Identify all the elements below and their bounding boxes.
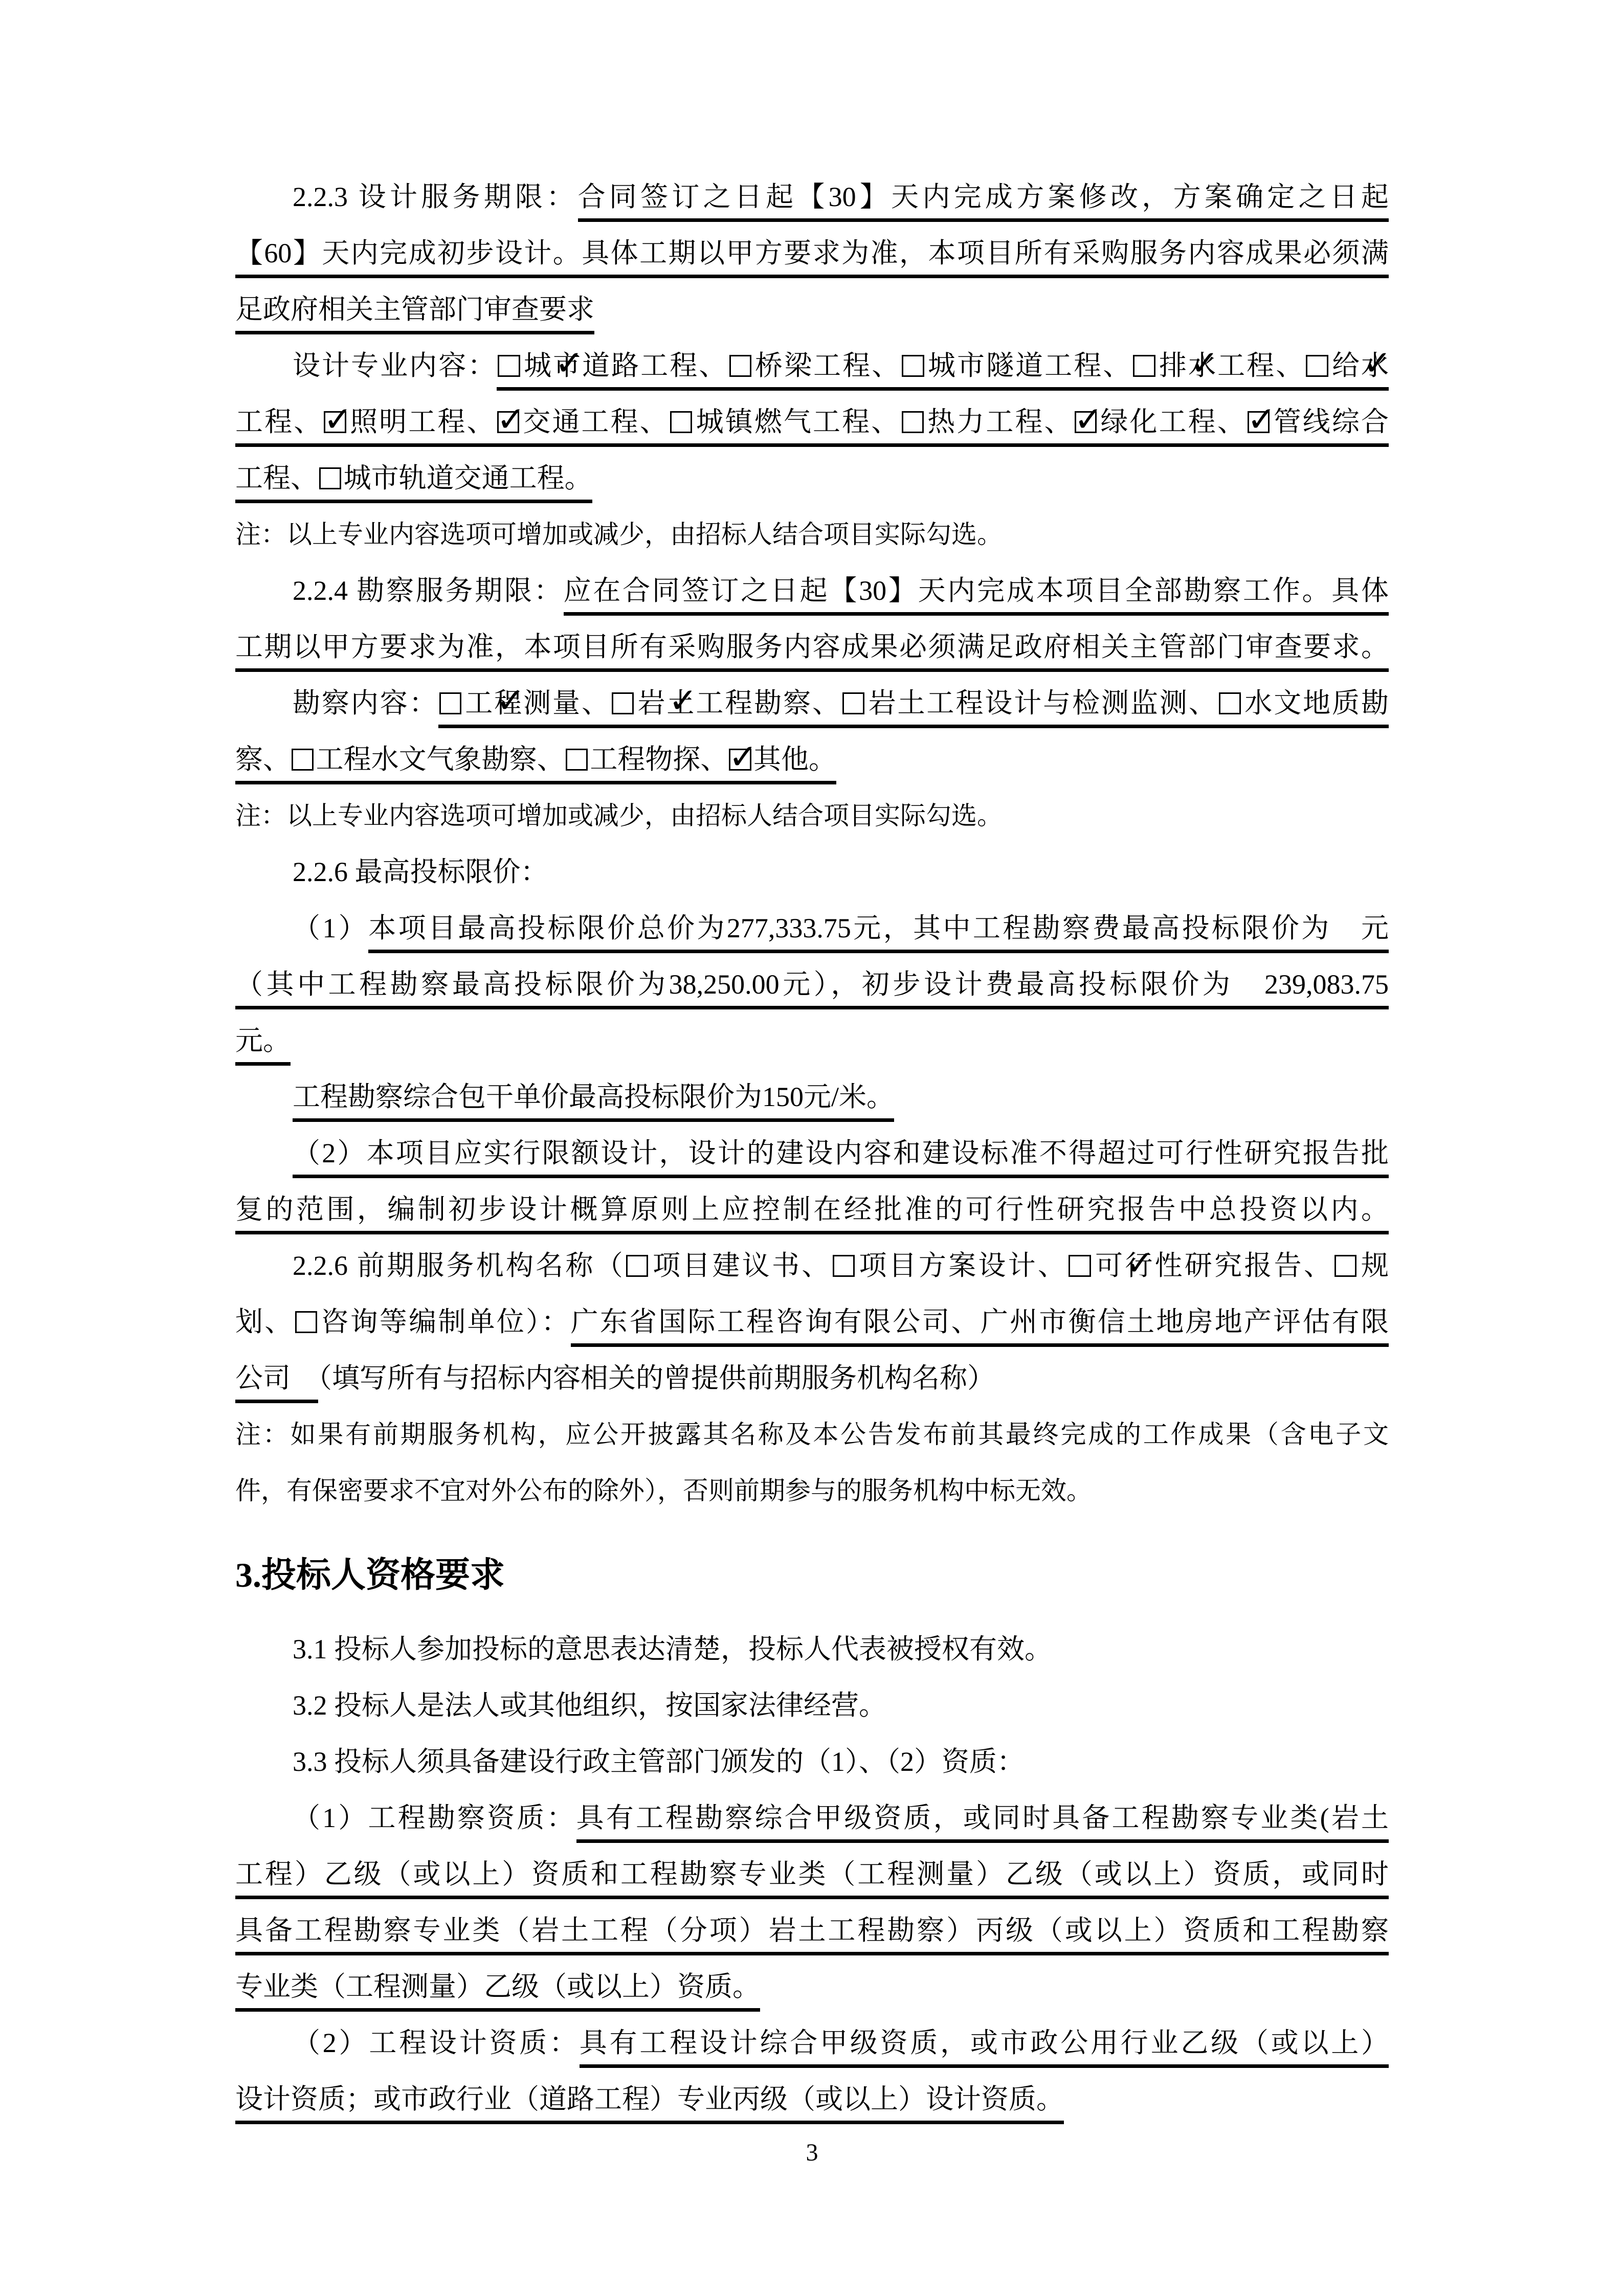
text-line	[235, 1902, 1389, 1959]
checkbox-checked-icon	[1133, 355, 1155, 377]
underlined-text-run: （2）本项目应实行限额设计，设计的建设内容和建设标准不得超过可行性研究报告批	[293, 1138, 1389, 1178]
text-line	[235, 1350, 1389, 1406]
body-text-block-lower	[235, 1621, 1389, 2127]
note-line	[235, 787, 1389, 844]
text-line	[235, 1846, 1389, 1902]
text-run: （2）工程设计资质：	[293, 2028, 580, 2058]
underlined-text-run: 专业类（工程测量）乙级（或以上）资质。	[235, 1971, 760, 2012]
underlined-text-run: ✓ 城市道路工程、 桥梁工程、 城市隧道工程、 ✓ 排水工程、 ✓ 给水	[497, 350, 1389, 391]
text-line	[235, 169, 1389, 225]
text-line	[235, 394, 1389, 450]
note-line	[235, 1462, 1389, 1519]
checkbox-checked-icon	[1248, 411, 1270, 433]
text-run: 2.2.6 最高投标限价：	[293, 857, 548, 887]
text-line	[235, 1621, 1389, 1677]
text-line	[235, 1790, 1389, 1846]
underlined-text-run: 具备工程勘察专业类（岩土工程（分项）岩土工程勘察）丙级（或以上）资质和工程勘察	[235, 1915, 1389, 1955]
text-run: 2.2.3 设计服务期限：	[293, 182, 578, 212]
text-run: 划、 咨询等编制单位）：	[235, 1307, 571, 1337]
checkbox-checked-icon	[497, 411, 519, 433]
underlined-text-run: 足政府相关主管部门审查要求	[235, 294, 594, 334]
text-line	[235, 844, 1389, 900]
checkbox-unchecked-icon	[902, 355, 924, 377]
body-text-block-upper	[235, 169, 1389, 1519]
checkbox-checked-icon	[1306, 355, 1328, 377]
checkbox-unchecked-icon	[1334, 1255, 1356, 1277]
checkbox-checked-icon	[612, 692, 634, 714]
underlined-text-run: 广东省国际工程咨询有限公司、广州市衡信土地房地产评估有限	[571, 1307, 1389, 1347]
text-run: （填写所有与招标内容相关的曾提供前期服务机构名称）	[318, 1363, 995, 1393]
underlined-text-run: 【60】天内完成初步设计。具体工期以甲方要求为准，本项目所有采购服务内容成果必须满	[235, 238, 1389, 278]
underlined-text-run: 工程勘察综合包干单价最高投标限价为150元/米。	[293, 1082, 894, 1122]
checkbox-checked-icon	[439, 692, 461, 714]
text-run: （1）工程勘察资质：	[293, 1803, 576, 1833]
text-line	[235, 1125, 1389, 1181]
text-line	[235, 450, 1389, 506]
text-run: 注：以上专业内容选项可增加或减少，由招标人结合项目实际勾选。	[235, 801, 1003, 830]
checkbox-unchecked-icon	[292, 749, 314, 771]
note-line	[235, 506, 1389, 562]
underlined-text-run: 具有工程设计综合甲级资质，或市政公用行业乙级（或以上）	[580, 2028, 1389, 2068]
underlined-text-run: 本项目最高投标限价总价为277,333.75元，其中工程勘察费最高投标限价为 元	[368, 913, 1389, 953]
checkbox-checked-icon	[729, 749, 751, 771]
text-run: 勘察内容：	[293, 688, 438, 718]
checkbox-unchecked-icon	[902, 411, 924, 433]
text-line	[235, 900, 1389, 956]
checkbox-checked-icon	[1075, 411, 1097, 433]
underlined-text-run: 具有工程勘察综合甲级资质，或同时具备工程勘察专业类(岩土	[576, 1803, 1389, 1843]
checkbox-unchecked-icon	[626, 1255, 648, 1277]
checkbox-checked-icon	[324, 411, 346, 433]
section-heading: 3.投标人资格要求	[235, 1556, 505, 1594]
note-line	[235, 1406, 1389, 1462]
underlined-text-run: 工程）乙级（或以上）资质和工程勘察专业类（工程测量）乙级（或以上）资质，或同时	[235, 1859, 1389, 1899]
text-line	[235, 2015, 1389, 2071]
checkbox-checked-icon	[498, 355, 520, 377]
underlined-text-run: 察、 工程水文气象勘察、 工程物探、 ✓ 其他。	[235, 744, 836, 784]
text-run: 注：以上专业内容选项可增加或减少，由招标人结合项目实际勾选。	[235, 520, 1003, 549]
text-run: 设计专业内容：	[293, 350, 497, 381]
text-line	[235, 1069, 1389, 1125]
underlined-text-run: 公司	[235, 1363, 318, 1403]
checkbox-unchecked-icon	[1219, 692, 1241, 714]
checkbox-unchecked-icon	[319, 467, 341, 489]
underlined-text-run: （其中工程勘察最高投标限价为38,250.00元），初步设计费最高投标限价为 239,083.75	[235, 969, 1389, 1009]
text-line	[235, 1237, 1389, 1294]
text-line	[235, 675, 1389, 731]
text-line	[235, 619, 1389, 675]
checkbox-unchecked-icon	[842, 692, 864, 714]
checkbox-unchecked-icon	[729, 355, 751, 377]
checkbox-unchecked-icon	[833, 1255, 855, 1277]
checkbox-unchecked-icon	[566, 749, 588, 771]
text-run: 2.2.4 勘察服务期限：	[293, 575, 564, 606]
underlined-text-run: 元。	[235, 1025, 291, 1066]
text-line	[235, 281, 1389, 337]
text-line	[235, 1959, 1389, 2015]
text-line	[235, 337, 1389, 394]
text-line	[235, 1181, 1389, 1237]
text-line	[235, 225, 1389, 281]
text-line	[235, 1012, 1389, 1069]
underlined-text-run: 工程、 ✓ 照明工程、 ✓ 交通工程、 城镇燃气工程、 热力工程、 ✓ 绿化工程、 ✓ 管线综合	[235, 407, 1389, 447]
text-line	[235, 562, 1389, 619]
text-run: 3.1 投标人参加投标的意思表达清楚，投标人代表被授权有效。	[293, 1634, 1052, 1664]
checkbox-checked-icon	[1069, 1255, 1091, 1277]
underlined-text-run: ✓ 工程测量、 ✓ 岩土工程勘察、 岩土工程设计与检测监测、 水文地质勘	[438, 688, 1389, 728]
checkbox-unchecked-icon	[670, 411, 692, 433]
text-line	[235, 731, 1389, 787]
text-run: （1）	[293, 913, 369, 943]
text-line	[235, 1294, 1389, 1350]
underlined-text-run: 复的范围，编制初步设计概算原则上应控制在经批准的可行性研究报告中总投资以内。	[235, 1194, 1389, 1234]
text-run: 3.2 投标人是法人或其他组织，按国家法律经营。	[293, 1690, 886, 1721]
text-line	[235, 2071, 1389, 2127]
underlined-text-run: 工期以甲方要求为准，本项目所有采购服务内容成果必须满足政府相关主管部门审查要求。	[235, 632, 1389, 672]
text-run: 2.2.6 前期服务机构名称（ 项目建议书、 项目方案设计、 ✓ 可行性研究报告、 规	[293, 1250, 1389, 1281]
underlined-text-run: 工程、 城市轨道交通工程。	[235, 463, 592, 503]
underlined-text-run: 设计资质；或市政行业（道路工程）专业丙级（或以上）设计资质。	[235, 2084, 1064, 2124]
underlined-text-run: 合同签订之日起【30】天内完成方案修改，方案确定之日起	[578, 182, 1389, 222]
text-run: 件，有保密要求不宜对外公布的除外），否则前期参与的服务机构中标无效。	[235, 1476, 1092, 1505]
text-run: 3.3 投标人须具备建设行政主管部门颁发的（1）、（2）资质：	[293, 1746, 1025, 1777]
text-run: 注：如果有前期服务机构，应公开披露其名称及本公告发布前其最终完成的工作成果（含电子文	[235, 1420, 1389, 1449]
text-line	[235, 1734, 1389, 1790]
underlined-text-run: 应在合同签订之日起【30】天内完成本项目全部勘察工作。具体	[564, 575, 1389, 616]
text-line	[235, 1677, 1389, 1734]
page-number: 3	[806, 2139, 818, 2166]
checkbox-unchecked-icon	[295, 1311, 317, 1333]
text-line	[235, 956, 1389, 1012]
